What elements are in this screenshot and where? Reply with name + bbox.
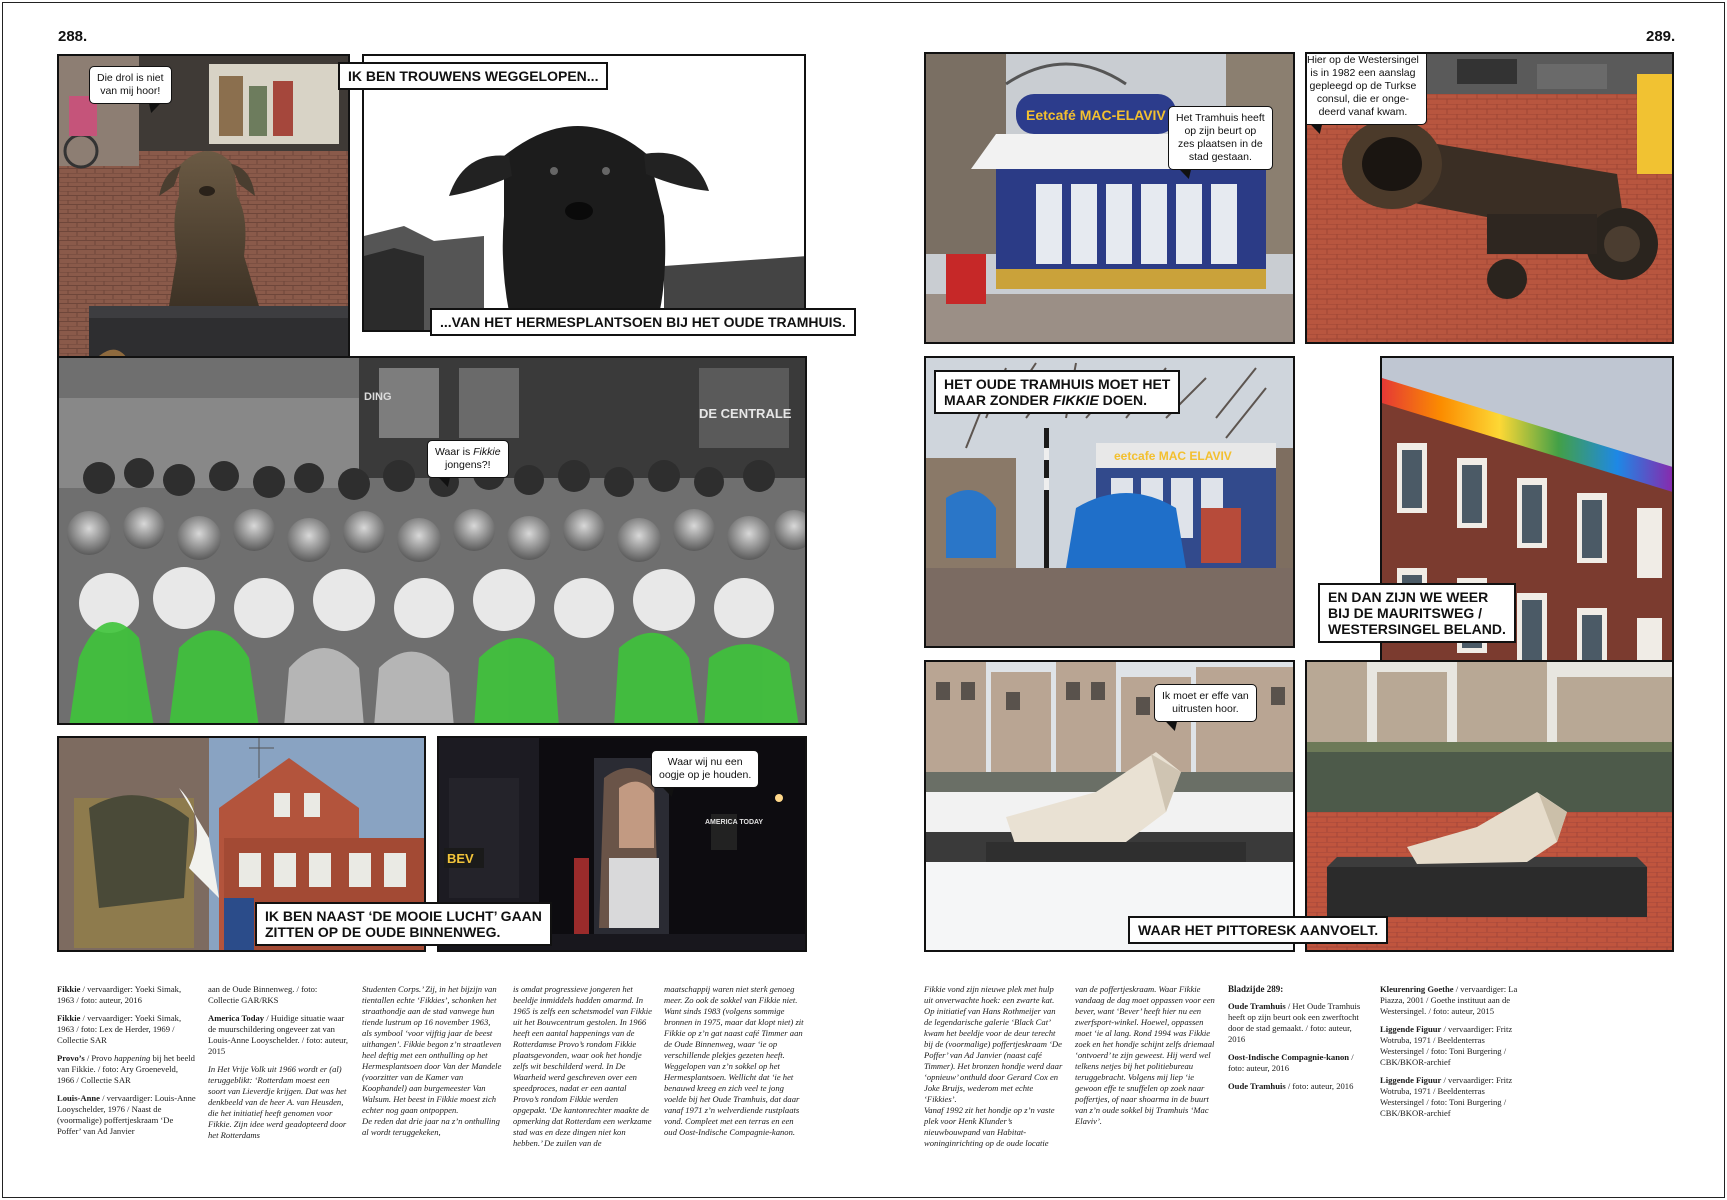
credit-oude-tramhuis-1 xyxy=(1228,1001,1368,1045)
credit-oude-tramhuis-2 xyxy=(1228,1081,1368,1092)
credit-title: Kleurenring Goethe xyxy=(1380,984,1454,994)
body-text-col2: Studenten Corps.’ Zij, in het bijzijn van tientallen echte ‘Fikkies’, schonken het straathondje aan de stad vanwege hun tiende lustrum op 16 november 1963, als symbool ‘voor vijftig jaar de beest uithangen’. Fikkie begon z’n straatleven heel deftig met een onthulling op het Hermesplantsoen door Van der Mandele (voorzitter van de Kamer van Koophandel) aan burgemeester Van Walsum. Het beest in Fikkie moest zich echter nog gaan ontpoppen. De reden dat drie jaar na z’n onthulling al wordt teruggekeken, xyxy=(362,984,502,1137)
credits-right-col1 xyxy=(1228,984,1368,1099)
credit-title: Liggende Figuur xyxy=(1380,1024,1442,1034)
credit-text: / vervaardiger: Fritz Wotruba, 1971 / Beeldenterras Westersingel / foto: Toni Burgering / CBK/BKOR-archief xyxy=(1380,1075,1513,1118)
caption-text-italic: FIKKIE xyxy=(1052,392,1099,408)
credit-liggende-figuur-1 xyxy=(1380,1024,1530,1068)
panel-crowd-bw xyxy=(57,356,807,725)
photo-liggende-figuur-gracht xyxy=(1307,662,1674,952)
credit-text: / vervaardiger: La Piazza, 2001 / Goethe instituut aan de Westersingel. / foto: auteur, 2015 xyxy=(1380,984,1518,1016)
credit-louis-anne xyxy=(57,1093,197,1137)
panel-oude-tramhuis xyxy=(924,52,1295,344)
credit-kleurenring xyxy=(1380,984,1530,1017)
page-number-right: 289. xyxy=(1646,28,1676,45)
panel-liggende-figuur-sneeuw xyxy=(924,660,1295,952)
speech-bubble-waar-is-fikkie xyxy=(427,440,509,478)
credit-liggende-figuur-2 xyxy=(1380,1075,1530,1119)
credits-left-col1 xyxy=(57,984,197,1144)
credit-title: Fikkie xyxy=(57,1013,81,1023)
bubble-text: Waar is xyxy=(435,446,474,458)
credits-right-col2 xyxy=(1380,984,1530,1126)
bubble-line: op zijn beurt op xyxy=(1184,125,1257,137)
page-number-left: 288. xyxy=(58,28,88,45)
caption-line: HET OUDE TRAMHUIS MOET HET xyxy=(944,376,1171,392)
credit-title: Oude Tramhuis xyxy=(1228,1001,1286,1011)
body-text-col4: maatschappij waren niet sterk genoeg meer. Zo ook de sokkel van Fikkie niet. Want sinds 1983 (volgens sommige bronnen in 1975, maar dat klopt niet) zit Fikkie op z’n gat naast café Timmer aan de Oude Binnenweg, waar ‘ie op verschillende plekjes gezeten heeft. Weggelopen van z’n sokkel op het Hermesplantsoen. Wellicht dat ‘ie het benauwd kreeg en zich veel te jong voelde bij het Oude Tramhuis, dat daar vanaf 1971 z’n welverdiende rustplaats vond. Compleet met een terras en een oud Oost-Indische Compagnie-kanon. xyxy=(664,984,804,1137)
bubble-line: Ik moet er effe van xyxy=(1162,690,1249,702)
credits-heading: Bladzijde 289: xyxy=(1228,984,1284,994)
caption-zonder-fikkie xyxy=(934,370,1180,414)
caption-pittoresk: WAAR HET PITTORESK AANVOELT. xyxy=(1128,916,1388,944)
body-text-col1: In Het Vrije Volk uit 1966 wordt er (al) teruggeblikt: ‘Rotterdam moest een soort van Lieverdje krijgen. Dat was het denkbeeld van de heer A. van Heusden, die het initiatief heeft genomen voor Fikkie. Zijn idee werd geadopteerd door het Rotterdams xyxy=(208,1064,347,1140)
sign-mac-elaviv: Eetcafé MAC-ELAVIV xyxy=(1026,107,1166,123)
credit-title: Oost-Indische Compagnie-kanon xyxy=(1228,1052,1350,1062)
sign-america-today: AMERICA TODAY xyxy=(705,819,764,826)
credit-provos xyxy=(57,1053,197,1086)
caption-text: MAAR ZONDER xyxy=(944,392,1053,408)
caption-weggelopen: IK BEN TROUWENS WEGGELOPEN... xyxy=(338,62,608,90)
bubble-line: stad gestaan. xyxy=(1188,151,1252,163)
bubble-line: gepleegd op de Turkse xyxy=(1309,80,1417,92)
credit-fikkie-1 xyxy=(57,984,197,1006)
caption-line: BIJ DE MAURITSWEG / xyxy=(1328,605,1483,621)
sign-mac-elaviv-2: eetcafe MAC ELAVIV xyxy=(1114,449,1232,463)
credit-text: / Provo xyxy=(84,1053,115,1063)
panel-tramhuis-zonder-fikkie xyxy=(924,356,1295,648)
credit-text: / Het Oude Tramhuis heeft op zijn beurt ook een zwerftocht door de stad gemaakt. / foto: auteur, 2016 xyxy=(1228,1001,1361,1044)
body-text-col3: is omdat progressieve jongeren het beeldje inmiddels hadden omarmd. In 1965 is zelfs een schetsmodel van Fikkie uit het Bouwcentrum gestolen. In 1966 heeft een aantal happenings van de Rotterdamse Provo’s rondom Fikkie plaatsgevonden, waar ook het hondje zelfs wit beschilderd werd. In De Waarheid werd geschreven over een speedproces, nadat er een aantal Provo’s rondom Fikkie werden opgepakt. ‘De kantonrechter maakte de opmerking dat Rotterdam een werkzame stad was en deze dingen niet kon hebben.’ De zuilen van de xyxy=(513,984,652,1148)
photo-crowd-bw xyxy=(59,358,807,725)
credit-text: / vervaardiger: Yoeki Simak, 1963 / foto: Lex de Herder, 1969 / Collectie SAR xyxy=(57,1013,182,1045)
bubble-line: Het Tramhuis heeft xyxy=(1176,112,1265,124)
panel-fikkie-bw xyxy=(362,54,806,332)
caption-line: EN DAN ZIJN WE WEER xyxy=(1328,589,1489,605)
speech-bubble-tramhuis xyxy=(1168,106,1273,170)
bubble-line: jongens?! xyxy=(445,459,491,471)
photo-fikkie-bw xyxy=(364,56,806,332)
bubble-line: Waar wij nu een xyxy=(667,756,743,768)
credit-title: America Today xyxy=(208,1013,265,1023)
caption-line: ZITTEN OP DE OUDE BINNENWEG. xyxy=(265,924,501,940)
credit-text: / Huidige situatie waar de muurschildering ongeveer zat van Louis-Anne Looyschelder. / foto: auteur, 2015 xyxy=(208,1013,348,1056)
bubble-line: consul, die er onge- xyxy=(1316,93,1410,105)
bubble-text-italic: Fikkie xyxy=(473,446,501,458)
sign-de-centrale: DE CENTRALE xyxy=(699,406,792,421)
bubble-line: van mij hoor! xyxy=(100,85,161,97)
caption-line: WESTERSINGEL BELAND. xyxy=(1328,621,1506,637)
credit-text-italic: happening xyxy=(114,1053,151,1063)
credit-louis-anne-cont: aan de Oude Binnenweg. / foto: Collectie GAR/RKS xyxy=(208,984,318,1005)
bubble-line: is in 1982 een aanslag xyxy=(1310,67,1416,79)
speech-bubble-oogje xyxy=(651,750,759,788)
credit-america-today xyxy=(208,1013,348,1057)
bubble-line xyxy=(435,446,501,459)
bubble-line: Die drol is niet xyxy=(97,72,164,84)
speech-bubble-westersingel xyxy=(1305,52,1427,125)
speech-bubble-uitrusten xyxy=(1154,684,1257,722)
bubble-line: zes plaatsen in de xyxy=(1178,138,1263,150)
credit-title: Oude Tramhuis xyxy=(1228,1081,1286,1091)
credit-title: Provo’s xyxy=(57,1053,85,1063)
credit-fikkie-2 xyxy=(57,1013,197,1046)
caption-text: DOEN. xyxy=(1098,392,1148,408)
bubble-line: uitrusten hoor. xyxy=(1172,703,1239,715)
sign-ding: DING xyxy=(364,391,392,403)
panel-kanon xyxy=(1305,52,1674,344)
speech-bubble-drol xyxy=(89,66,172,104)
credit-kanon xyxy=(1228,1052,1368,1074)
photo-oude-tramhuis xyxy=(926,54,1295,344)
body-text-col6: van de poffertjeskraam. Waar Fikkie vandaag de dag moet oppassen voor een bever, want ‘Bever’ heeft hier nu een zwerfsport-winkel. Hoewel, oppassen moet ‘ie al lang. Rond 1994 was Fikkie zoek en het hondje schijnt zelfs driemaal ‘ontvoerd’ te zijn geweest. Hij werd wel telkens netjes bij het politiebureau teruggebracht. Volgens mij liep ‘ie gewoon effe te snuffelen op zoek naar poffertjes, of naar shoarma in de buurt van z’n oude sokkel bij Tramhuis ‘Mac Elaviv’. xyxy=(1075,984,1215,1126)
bubble-line: Hier op de Westersingel xyxy=(1307,54,1419,66)
credit-text: bij het beeld van Fikkie. / foto: Ary Groeneveld, 1966 / Collectie SAR xyxy=(57,1053,195,1085)
credit-text: / vervaardiger: Yoeki Simak, 1963 / foto: auteur, 2016 xyxy=(57,984,182,1005)
caption-line: IK BEN NAAST ‘DE MOOIE LUCHT’ GAAN xyxy=(265,908,542,924)
bubble-line: deerd vanaf kwam. xyxy=(1318,106,1408,118)
credit-text: / foto: auteur, 2016 xyxy=(1228,1052,1354,1073)
panel-liggende-figuur-gracht xyxy=(1305,660,1674,952)
credit-text: / vervaardiger: Fritz Wotruba, 1971 / Beeldenterras Westersingel / foto: Toni Burgering / CBK/BKOR-archief xyxy=(1380,1024,1513,1067)
caption-line xyxy=(944,392,1170,408)
credit-text: / vervaardiger: Louis-Anne Looyschelder, 1976 / Naast de (voormalige) poffertjeskraam ‘De Poffer’ van Ad Janvier xyxy=(57,1093,196,1136)
body-text-col5: Fikkie vond zijn nieuwe plek met hulp uit onverwachte hoek: een zwarte kat. Op initiatief van Hans Rothmeijer van de legendarische galerie ‘Black Cat’ kwam het beeldje voor de deur terecht bij de (voormalige) poffertjeskraam ‘De Poffer’ van Ad Janvier (naast café Timmer). Het bronzen hondje werd daar ‘opnieuw’ onthuld door Gerard Cox en Joke Bruijs, wederom met echte ‘Fikkies’. Vanaf 1992 zit het hondje op z’n vaste plek voor Henk Klunder’s nieuwbouwpand van Habitat-woninginrichting op de oude locatie xyxy=(924,984,1063,1148)
credit-title: Fikkie xyxy=(57,984,81,994)
credits-left-col2 xyxy=(208,984,348,1148)
credit-title: Liggende Figuur xyxy=(1380,1075,1442,1085)
caption-hermesplantsoen: ...VAN HET HERMESPLANTSOEN BIJ HET OUDE TRAMHUIS. xyxy=(430,308,856,336)
caption-mooie-lucht xyxy=(255,902,552,946)
credit-text: / foto: auteur, 2016 xyxy=(1285,1081,1354,1091)
sign-bev: BEV xyxy=(447,851,474,866)
bubble-line: oogje op je houden. xyxy=(659,769,752,781)
caption-mauritsweg xyxy=(1318,583,1516,643)
credit-title: Louis-Anne xyxy=(57,1093,100,1103)
